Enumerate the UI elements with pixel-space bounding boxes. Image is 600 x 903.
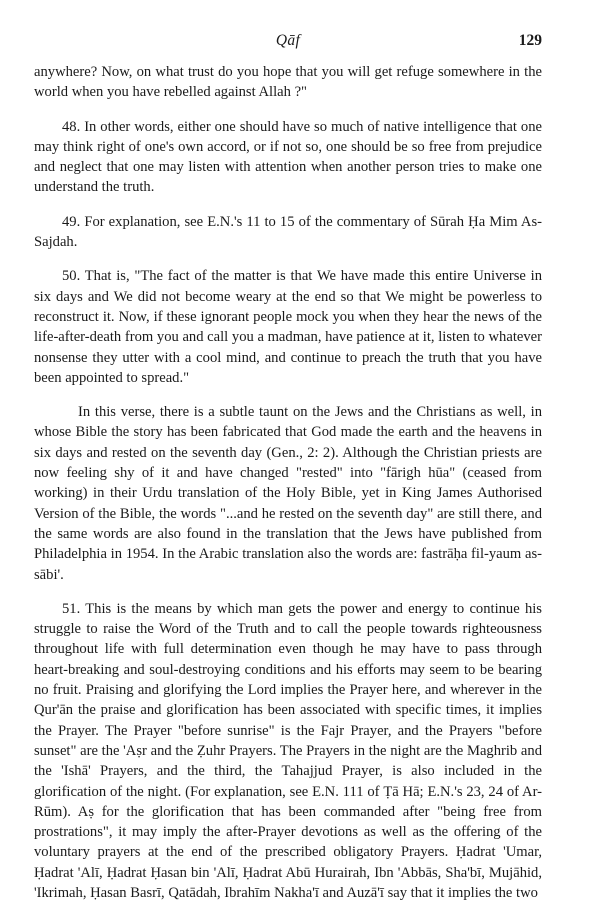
paragraph-note-49: 49. For explanation, see E.N.'s 11 to 15 of the commentary of Sūrah Ḥa Mim As-Sajdah.	[34, 213, 542, 251]
paragraph-note-50: 50. That is, "The fact of the matter is that We have made this entire Universe in six days and We did not become weary at the end so that We might be powerless to reconstruct it. Now, if these ignorant people mock you when they hear the news of the life-after-death from you and call you a madman, have patience at it, listen to whatever nonsense they utter with a cool mind, and continue to preach the truth that you have been appointed to spread."	[34, 268, 542, 386]
paragraph-note-48: 48. In other words, either one should have so much of native intelligence that one may think right of one's own accord, or if not so, one should be so free from prejudice and neglect that one may listen with attention when another person tries to make one understand the truth.	[34, 118, 542, 196]
page-number: 129	[518, 32, 542, 49]
running-title: Qāf	[275, 32, 301, 49]
paragraph-continuation: anywhere? Now, on what trust do you hope that you will get refuge somewhere in the world when you have rebelled against Allah ?"	[34, 64, 542, 101]
body-text	[34, 62, 542, 903]
paragraph-bible-taunt: In this verse, there is a subtle taunt on the Jews and the Christians as well, in whose Bible the story has been fabricated that God made the earth and the heavens in six days and rested on the seventh day (Gen., 2: 2). Although the Christian priests are now feeling shy of it and have changed "rested" into "fārigh hūa" (ceased from working) in their Urdu translation of the Holy Bible, yet in King James Authorised Version of the Bible, the words "...and he rested on the seventh day" are still there, and the same words are also found in the translation that the Jews have published from Philadelphia in 1954. In the Arabic translation also the words are: fastrāḥa fil-yaum as-sābi'.	[34, 404, 542, 583]
running-head	[34, 32, 542, 54]
paragraph-note-51: 51. This is the means by which man gets the power and energy to continue his struggle to raise the Word of the Truth and to call the people towards righteousness throughout life with full determination even though he may have to pass through heart-breaking and soul-destroying conditions and his efforts may seem to be bearing no fruit. Praising and glorifying the Lord implies the Prayer here, and wherever in the Qur'ān the praise and glorification has been associated with specific times, it implies the Prayer. The Prayer "before sunrise" is the Fajr Prayer, and the Prayers "before sunset" are the 'Aṣr and the Ẓuhr Prayers. The Prayers in the night are the Maghrib and the 'Ishā' Prayers, and the third, the Tahajjud Prayer, is also included in the glorification of the night. (For explanation, see E.N. 111 of Ṭā Hā; E.N.'s 23, 24 of Ar-Rūm). Aṣ for the glorification that has been commanded after "being free from prostrations", it may imply the after-Prayer devotions as well as the offering of the voluntary prayers at the end of the prescribed obligatory Prayers. Ḥadrat 'Umar, Ḥadrat 'Alī, Ḥadrat Ḥasan bin 'Alī, Ḥadrat Abū Hurairah, Ibn 'Abbās, Sha'bī, Mujāhid, 'Ikrimah, Ḥasan Basrī, Qatādah, Ibrahīm Nakha'ī and Auzā'ī say that it implies the two	[34, 600, 542, 901]
